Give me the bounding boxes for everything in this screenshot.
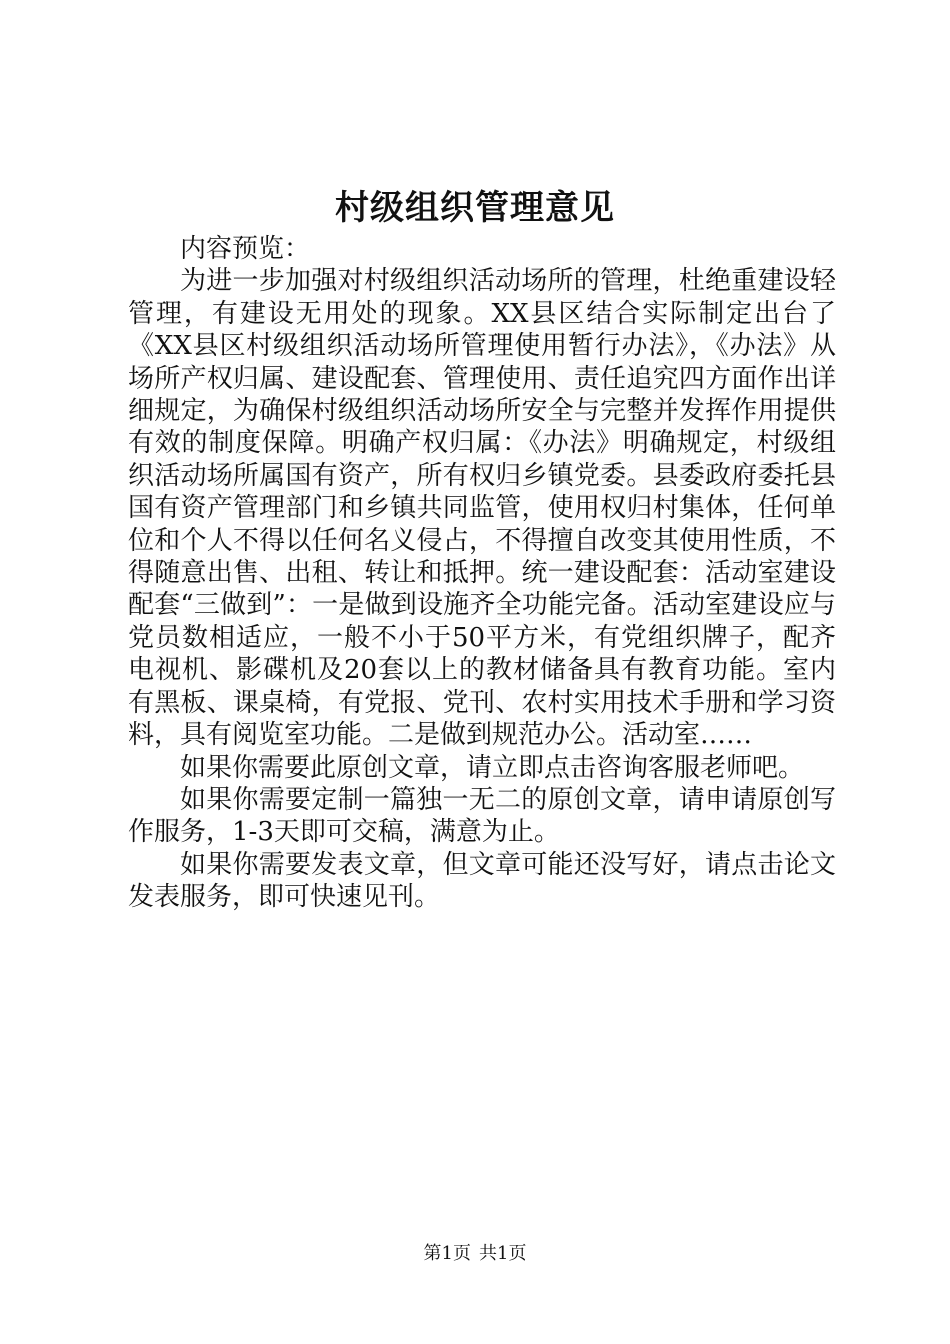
content-paragraph: 为进一步加强对村级组织活动场所的管理，杜绝重建设轻管理，有建设无用处的现象。XX县区结合实际制定出台了《XX县区村级组织活动场所管理使用暂行办法》，《办法》从场所产权归属、建设配套、管理使用、责任追究四方面作出详细规定，为确保村级组织活动场所安全与完整并发挥作用提供有效的制度保障。明确产权归属：《办法》明确规定，村级组织活动场所属国有资产，所有权归乡镇党委。县委政府委托县国有资产管理部门和乡镇共同监管，使用权归村集体，任何单位和个人不得以任何名义侵占，不得擅自改变其使用性质，不得随意出售、出租、转让和抵押。统一建设配套：活动室建设配套“三做到”：一是做到设施齐全功能完备。活动室建设应与党员数相适应，一般不小于50平方米，有党组织牌子，配齐电视机、影碟机及20套以上的教材储备具有教育功能。室内有黑板、课桌椅，有党报、党刊、农村实用技术手册和学习资料，具有阅览室功能。二是做到规范办公。活动室…… [128,266,836,751]
page-footer [0,1242,950,1266]
publish-service-paragraph[interactable]: 如果你需要发表文章，但文章可能还没写好，请点击论文发表服务，即可快速见刊。 [128,849,836,913]
document-body [128,233,836,914]
custom-writing-paragraph[interactable]: 如果你需要定制一篇独一无二的原创文章，请申请原创写作服务，1-3天即可交稿，满意为止。 [128,784,836,848]
preview-label: 内容预览： [180,234,311,264]
consult-link-paragraph[interactable]: 如果你需要此原创文章，请立即点击咨询客服老师吧。 [180,752,805,783]
page-number-current: 第1页 [423,1243,471,1264]
document-title: 村级组织管理意见 [335,188,615,228]
page-number-total: 共1页 [479,1243,527,1264]
